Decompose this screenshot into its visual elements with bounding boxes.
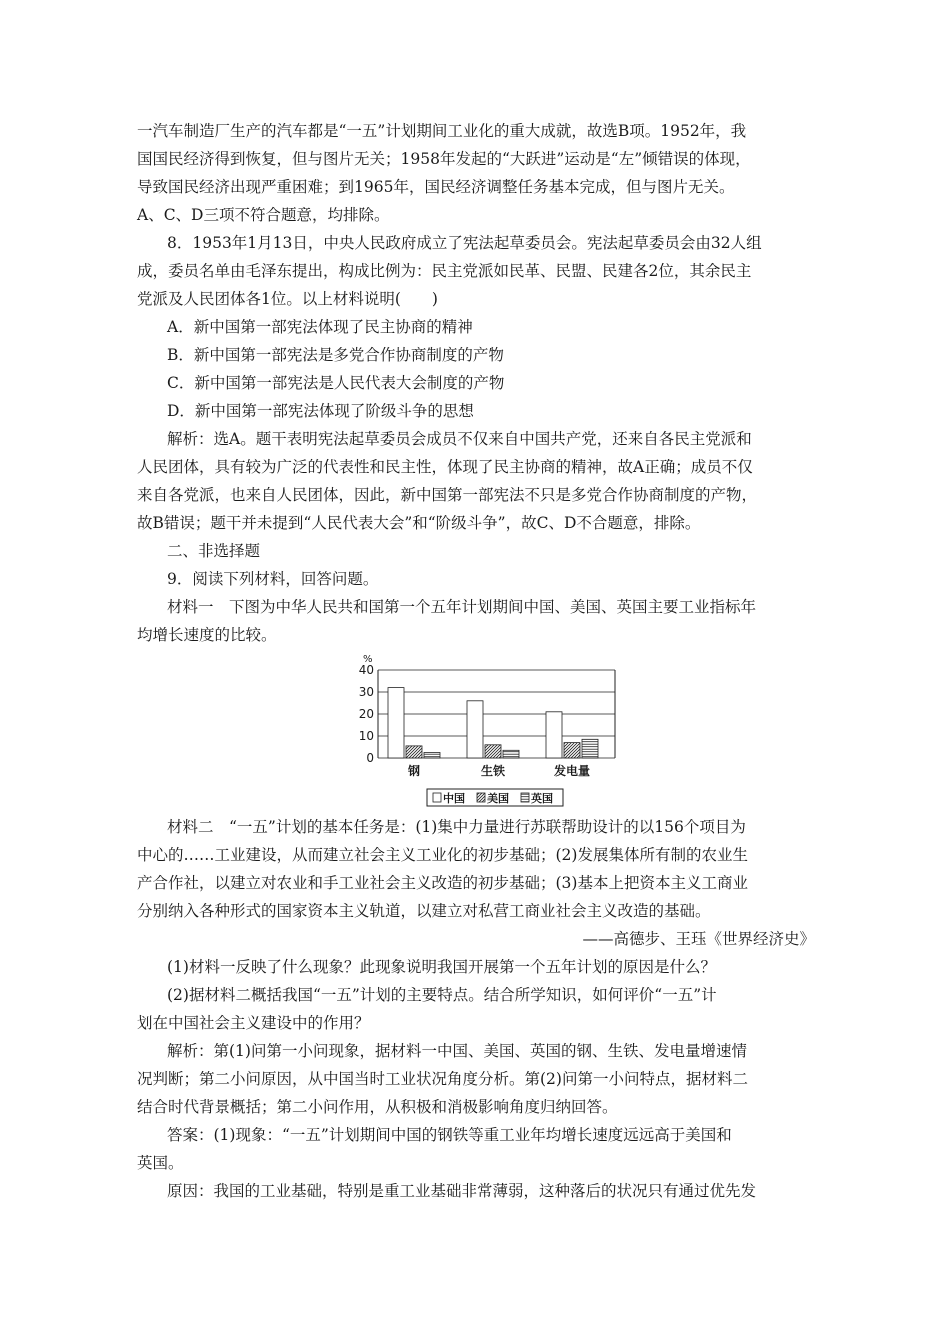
bar-uk xyxy=(424,753,440,759)
material-two: 材料二 “一五”计划的基本任务是：(1)集中力量进行苏联帮助设计的以156个项目为 xyxy=(167,818,746,836)
source-citation: ——高德步、王珏《世界经济史》 xyxy=(582,930,815,948)
bar-uk xyxy=(582,739,598,758)
option-a: A．新中国第一部宪法体现了民主协商的精神 xyxy=(167,318,473,336)
text-line: 结合时代背景概括；第二小问作用，从积极和消极影响角度归纳回答。 xyxy=(137,1098,618,1116)
x-tick-label: 发电量 xyxy=(553,764,591,778)
y-axis-unit-label: % xyxy=(363,654,373,665)
text-line: 产合作社，以建立对农业和手工业社会主义改造的初步基础；(3)基本上把资本主义工商业 xyxy=(137,874,748,892)
text-line: 国国民经济得到恢复，但与图片无关；1958年发起的“大跃进”运动是“左”倾错误的体现， xyxy=(137,150,751,168)
y-tick-label: 20 xyxy=(358,707,374,721)
text-line: 导致国民经济出现严重困难；到1965年，国民经济调整任务基本完成，但与图片无关。 xyxy=(137,178,735,196)
reason-line: 原因：我国的工业基础，特别是重工业基础非常薄弱，这种落后的状况只有通过优先发 xyxy=(167,1182,757,1200)
section-heading: 二、非选择题 xyxy=(167,542,261,560)
bar-usa xyxy=(485,745,501,758)
x-tick-label: 生铁 xyxy=(480,764,506,778)
legend-swatch xyxy=(433,793,441,802)
bar-china xyxy=(467,701,483,758)
option-d: D．新中国第一部宪法体现了阶级斗争的思想 xyxy=(167,402,474,420)
analysis-line: 解析：选A。题干表明宪法起草委员会成员不仅来自中国共产党，还来自各民主党派和 xyxy=(167,430,752,448)
bar-chart xyxy=(345,648,625,808)
y-tick-label: 30 xyxy=(358,685,374,699)
question-9-stem: 9．阅读下列材料，回答问题。 xyxy=(167,570,379,588)
legend-swatch xyxy=(521,793,529,802)
y-tick-label: 40 xyxy=(358,663,374,677)
legend-swatch xyxy=(477,793,485,802)
text-line: 英国。 xyxy=(137,1154,184,1172)
bar-china xyxy=(546,712,562,758)
text-line: 一汽车制造厂生产的汽车都是“一五”计划期间工业化的重大成就，故选B项。1952年，我 xyxy=(137,122,747,140)
bar-china xyxy=(388,688,404,758)
sub-question-1: (1)材料一反映了什么现象？此现象说明我国开展第一个五年计划的原因是什么？ xyxy=(167,958,716,976)
text-line: 成，委员名单由毛泽东提出，构成比例为：民主党派如民革、民盟、民建各2位，其余民主 xyxy=(137,262,752,280)
question-8-stem: 8．1953年1月13日，中央人民政府成立了宪法起草委员会。宪法起草委员会由32人组 xyxy=(167,234,762,252)
text-line: 人民团体，具有较为广泛的代表性和民主性，体现了民主协商的精神，故A正确；成员不仅 xyxy=(137,458,753,476)
legend-label: 英国 xyxy=(531,792,553,805)
text-line: 均增长速度的比较。 xyxy=(137,626,277,644)
y-tick-label: 0 xyxy=(366,751,374,765)
answer-line: 答案：(1)现象：“一五”计划期间中国的钢铁等重工业年均增长速度远远高于美国和 xyxy=(167,1126,732,1144)
text-line: 中心的……工业建设，从而建立社会主义工业化的初步基础；(2)发展集体所有制的农业生 xyxy=(137,846,748,864)
x-tick-label: 钢 xyxy=(407,764,421,778)
analysis-line: 解析：第(1)问第一小问现象，据材料一中国、美国、英国的钢、生铁、发电量增速情 xyxy=(167,1042,747,1060)
text-line: 来自各党派，也来自人民团体，因此，新中国第一部宪法不只是多党合作协商制度的产物， xyxy=(137,486,758,504)
legend-label: 美国 xyxy=(487,792,509,805)
bar-usa xyxy=(406,746,422,758)
text-line: 况判断；第二小问原因，从中国当时工业状况角度分析。第(2)问第一小问特点，据材料二 xyxy=(137,1070,748,1088)
legend-label: 中国 xyxy=(443,792,465,805)
bar-usa xyxy=(564,743,580,758)
y-tick-label: 10 xyxy=(358,729,374,743)
text-line: A、C、D三项不符合题意，均排除。 xyxy=(137,206,390,224)
text-line: 划在中国社会主义建设中的作用？ xyxy=(137,1014,370,1032)
text-line: 故B错误；题干并未提到“人民代表大会”和“阶级斗争”，故C、D不合题意，排除。 xyxy=(137,514,701,532)
text-line: 党派及人民团体各1位。以上材料说明( ) xyxy=(137,290,438,308)
option-b: B．新中国第一部宪法是多党合作协商制度的产物 xyxy=(167,346,504,364)
bar-uk xyxy=(503,750,519,758)
sub-question-2: (2)据材料二概括我国“一五”计划的主要特点。结合所学知识，如何评价“一五”计 xyxy=(167,986,717,1004)
material-one: 材料一 下图为中华人民共和国第一个五年计划期间中国、美国、英国主要工业指标年 xyxy=(167,598,757,616)
option-c: C．新中国第一部宪法是人民代表大会制度的产物 xyxy=(167,374,505,392)
text-line: 分别纳入各种形式的国家资本主义轨道，以建立对私营工商业社会主义改造的基础。 xyxy=(137,902,711,920)
